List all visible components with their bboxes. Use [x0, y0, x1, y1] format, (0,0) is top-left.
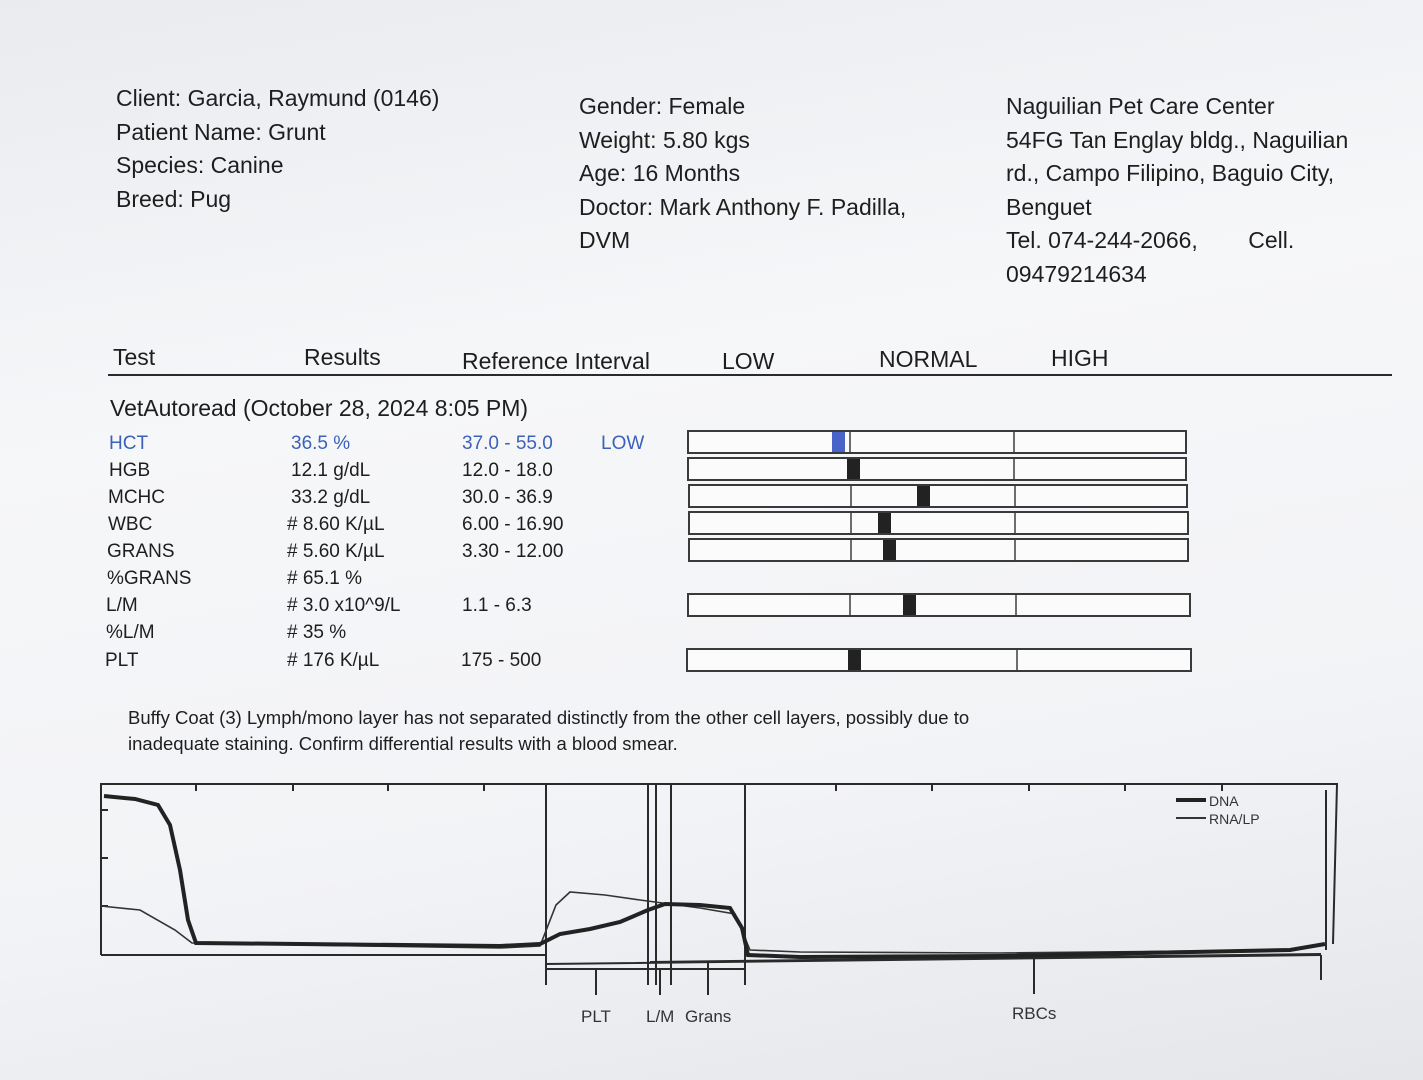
- patient-name-line: Patient Name: Grunt: [116, 118, 326, 145]
- age-line: Age: 16 Months: [579, 160, 741, 186]
- dna-trace: [104, 796, 1325, 957]
- test-name: HGB: [109, 460, 151, 481]
- test-result: 36.5 %: [291, 433, 351, 454]
- result-row-mchc: [0, 484, 1423, 511]
- range-gauge: [687, 457, 1187, 481]
- buffy-coat-graph: [0, 770, 1423, 1040]
- gauge-marker: [903, 595, 916, 615]
- gauge-marker: [883, 540, 896, 560]
- header-divider: [108, 374, 1392, 376]
- header-high: HIGH: [1051, 345, 1109, 371]
- result-row-wbc: [0, 511, 1423, 538]
- test-name: MCHC: [108, 487, 165, 508]
- test-result: 12.1 g/dL: [291, 460, 371, 481]
- header-low: LOW: [722, 348, 775, 374]
- clinic-address-2: rd., Campo Filipino, Baguio City,: [1006, 160, 1335, 186]
- marker-plt-label: PLT: [581, 1007, 611, 1026]
- range-gauge: [688, 484, 1188, 508]
- test-name: L/M: [106, 595, 138, 616]
- low-flag: LOW: [601, 433, 645, 454]
- test-name: HCT: [109, 433, 149, 454]
- doctor-line: Doctor: Mark Anthony F. Padilla,: [579, 193, 907, 220]
- gauge-marker: [847, 459, 860, 479]
- test-reference: 30.0 - 36.9: [462, 487, 553, 508]
- graph-legend: [1176, 793, 1260, 827]
- test-result: # 3.0 x10^9/L: [287, 595, 401, 616]
- clinic-name: Naguilian Pet Care Center: [1006, 93, 1275, 119]
- range-gauge: [688, 538, 1189, 562]
- result-row-pct-grans: [0, 565, 1423, 592]
- header-results: Results: [304, 344, 381, 370]
- test-reference: 6.00 - 16.90: [462, 514, 564, 535]
- note-line-2: inadequate staining. Confirm differential results with a blood smear.: [128, 733, 678, 754]
- result-row-pct-lm: [0, 619, 1423, 646]
- marker-rbcs-label: RBCs: [1012, 1004, 1057, 1023]
- patient-info: [579, 90, 906, 258]
- range-gauge: [687, 593, 1191, 617]
- test-result: # 35 %: [287, 622, 347, 643]
- breed-line: Breed: Pug: [116, 185, 232, 212]
- gender-line: Gender: Female: [579, 93, 746, 119]
- result-row-hct: [0, 430, 1423, 457]
- clinic-tel: Tel. 074-244-2066,: [1006, 227, 1198, 253]
- range-gauge: [687, 430, 1187, 454]
- section-title: VetAutoread (October 28, 2024 8:05 PM): [110, 395, 529, 421]
- range-gauge: [688, 511, 1189, 535]
- test-name: %GRANS: [107, 568, 192, 589]
- gauge-marker: [878, 513, 891, 533]
- gauge-marker: [832, 432, 845, 452]
- clinic-info: [1006, 90, 1348, 291]
- test-reference: 1.1 - 6.3: [462, 595, 532, 616]
- test-reference: 37.0 - 55.0: [462, 433, 553, 454]
- result-row-hgb: [0, 457, 1423, 484]
- header-reference-interval: Reference Interval: [462, 348, 650, 374]
- test-reference: 12.0 - 18.0: [462, 460, 553, 481]
- test-result: # 176 K/µL: [287, 650, 380, 671]
- graph-ticks: [101, 784, 1326, 950]
- marker-grans-label: Grans: [685, 1007, 732, 1026]
- header-normal: NORMAL: [879, 346, 978, 372]
- buffy-coat-note: [128, 705, 969, 757]
- marker-lm-label: L/M: [646, 1007, 675, 1026]
- legend-dna-label: DNA: [1209, 793, 1239, 809]
- range-gauge: [686, 648, 1192, 672]
- gauge-marker: [917, 486, 930, 506]
- test-result: # 5.60 K/µL: [287, 541, 385, 562]
- clinic-cell: 09479214634: [1006, 260, 1147, 287]
- test-name: %L/M: [106, 622, 155, 643]
- note-line-1: Buffy Coat (3) Lymph/mono layer has not separated distinctly from the other cell layers, possibly due to: [128, 707, 970, 728]
- clinic-phone-line: [1006, 224, 1348, 258]
- test-name: PLT: [105, 650, 139, 671]
- result-row-grans: [0, 538, 1423, 565]
- graph-frame: [101, 784, 1337, 980]
- result-row-plt: [0, 647, 1423, 674]
- test-name: WBC: [108, 514, 153, 535]
- clinic-cell-label: Cell.: [1248, 227, 1295, 253]
- test-reference: 3.30 - 12.00: [462, 541, 564, 562]
- client-info: [116, 82, 439, 216]
- header-test: Test: [113, 344, 156, 370]
- species-line: Species: Canine: [116, 152, 284, 178]
- test-result: # 65.1 %: [287, 568, 362, 589]
- test-reference: 175 - 500: [461, 650, 542, 671]
- clinic-address-1: 54FG Tan Englay bldg., Naguilian: [1006, 126, 1349, 153]
- clinic-address-3: Benguet: [1006, 193, 1092, 220]
- test-result: 33.2 g/dL: [291, 487, 371, 508]
- test-name: GRANS: [107, 541, 175, 562]
- test-result: # 8.60 K/µL: [287, 514, 385, 535]
- client-line: Client: Garcia, Raymund (0146): [116, 85, 440, 111]
- weight-line: Weight: 5.80 kgs: [579, 126, 750, 153]
- gauge-marker: [848, 650, 861, 670]
- doctor-title-line: DVM: [579, 227, 631, 253]
- legend-rna-lp-label: RNA/LP: [1209, 811, 1260, 827]
- result-row-lm: [0, 592, 1423, 619]
